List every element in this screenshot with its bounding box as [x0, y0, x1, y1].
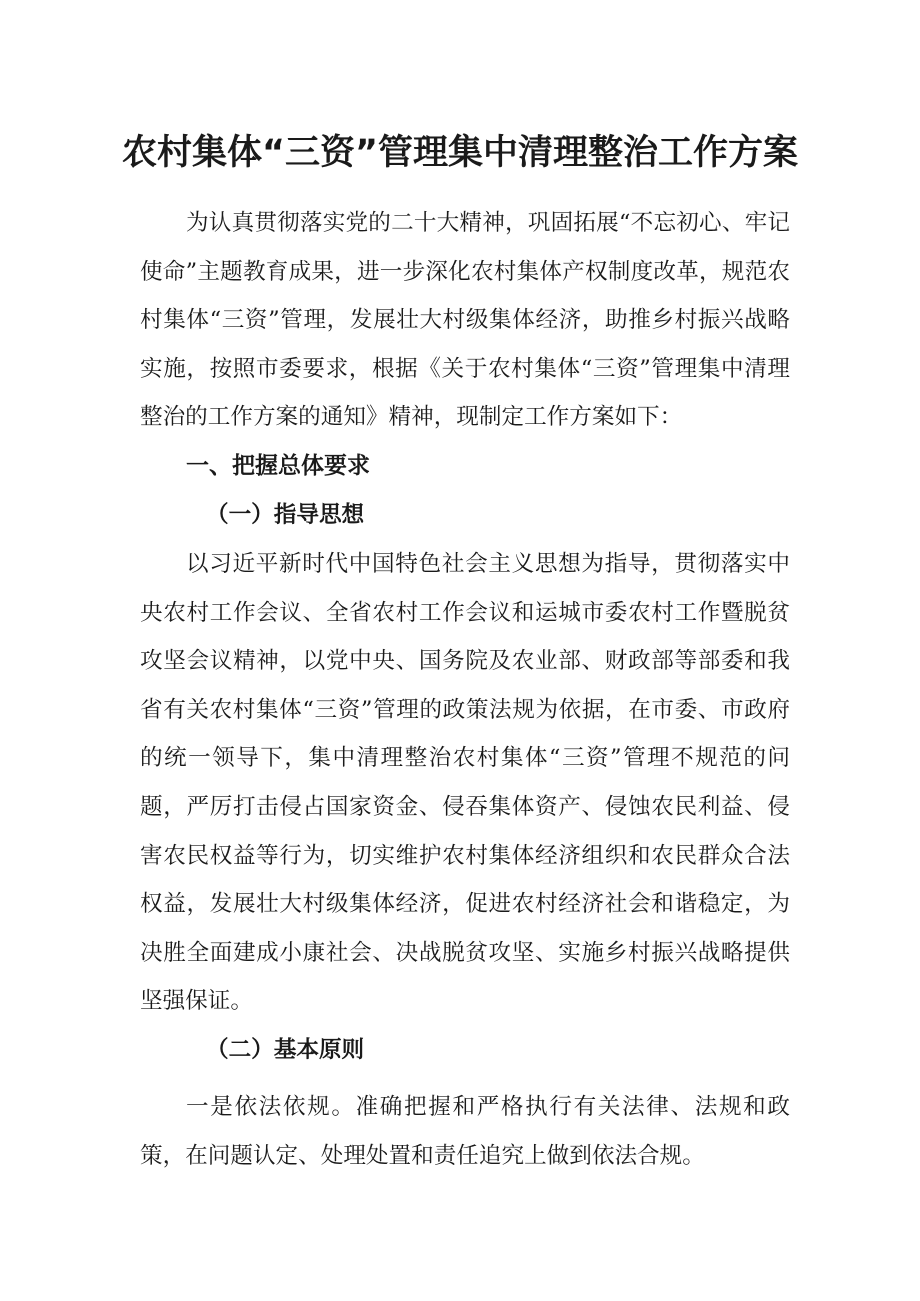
- principle-paragraph-1: 一是依法依规。准确把握和严格执行有关法律、法规和政策，在问题认定、处理处置和责任追究上做到依法合规。: [140, 1094, 790, 1169]
- subsection-heading-2: （二）基本原则: [206, 1037, 365, 1063]
- section-heading-1: 一、把握总体要求: [186, 453, 370, 479]
- document-title: 农村集体“三资”管理集中清理整治工作方案: [121, 133, 798, 173]
- subsection-heading-1: （一）指导思想: [206, 502, 365, 528]
- intro-paragraph: 为认真贯彻落实党的二十大精神，巩固拓展“不忘初心、牢记使命”主题教育成果，进一步深化农村集体产权制度改革，规范农村集体“三资”管理，发展壮大村级集体经济，助推乡村振兴战略实施，按照市委要求，根据《关于农村集体“三资”管理集中清理整治的工作方案的通知》精神，现制定工作方案如下：: [140, 210, 790, 431]
- guiding-ideology-paragraph: 以习近平新时代中国特色社会主义思想为指导，贯彻落实中央农村工作会议、全省农村工作会议和运城市委农村工作暨脱贫攻坚会议精神，以党中央、国务院及农业部、财政部等部委和我省有关农村集体“三资”管理的政策法规为依据，在市委、市政府的统一领导下，集中清理整治农村集体“三资”管理不规范的问题，严厉打击侵占国家资金、侵吞集体资产、侵蚀农民利益、侵害农民权益等行为，切实维护农村集体经济组织和农民群众合法权益，发展壮大村级集体经济，促进农村经济社会和谐稳定，为决胜全面建成小康社会、决战脱贫攻坚、实施乡村振兴战略提供坚强保证。: [140, 551, 790, 1015]
